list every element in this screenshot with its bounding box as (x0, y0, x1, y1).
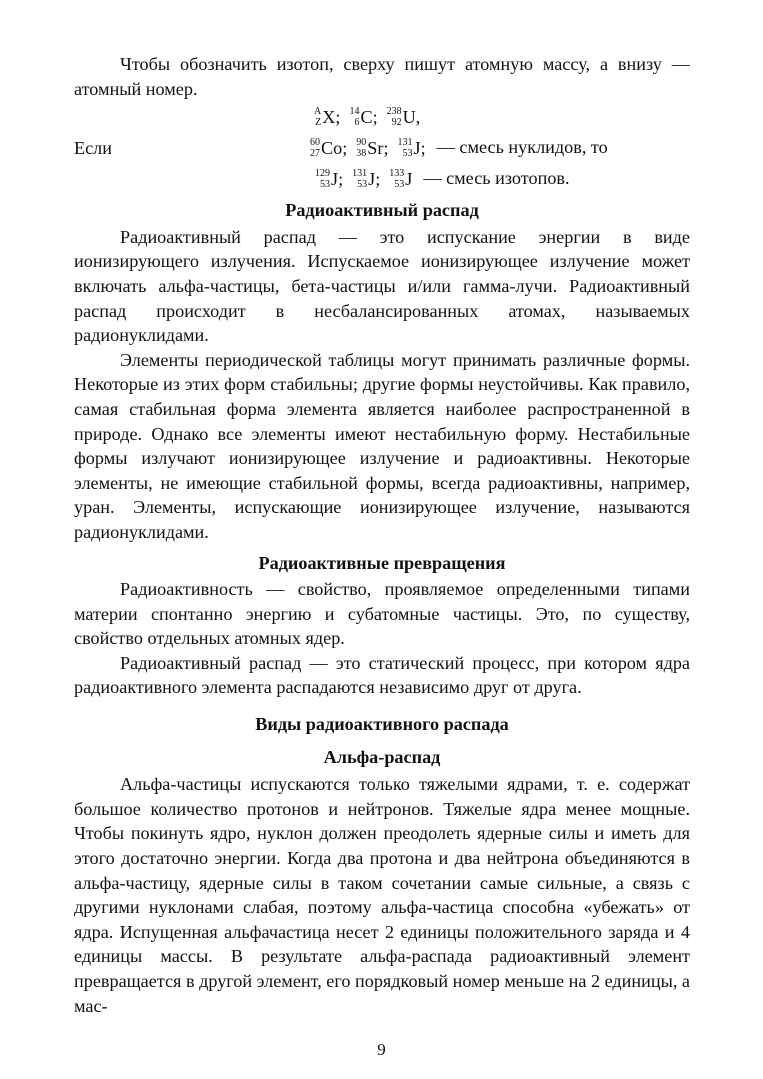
nuclide-notation (352, 168, 380, 190)
nuclide-notation (349, 106, 377, 128)
body-paragraph: Радиоактивность — свойство, проявляемое определенными типами материи спонтанно энергию и субатомные частицы. Это, по существу, свойство отдельных атомных ядер. (74, 579, 690, 649)
body-paragraph: Элементы периодической таблицы могут принимать различные формы. Некоторые из этих форм стабильны; другие формы неустойчивы. Как правило, самая стабильная форма элемента является наиболее распространенной в природе. Однако все элементы имеют нестабильную форму. Нестабильные формы излучают ионизирующее излучение и радиоактивны. Некоторые элементы, не имеющие стабильной формы, всегда радиоактивны, например, уран. Элементы, испускающие ионизирующее излучение, называются радионуклидами. (74, 349, 690, 542)
separator: ; (372, 106, 378, 127)
atomic-number: Z (315, 116, 322, 128)
subsection-heading: Альфа-распад (323, 746, 441, 767)
formula-label: Если (74, 137, 112, 158)
element-symbol: Co (321, 137, 343, 158)
element-symbol: U (402, 106, 416, 127)
nuclide-notation (310, 137, 347, 159)
mass-number: A (314, 105, 322, 117)
nuclide-group (315, 163, 570, 194)
element-symbol: J (413, 137, 421, 158)
page-number: 9 (377, 1040, 386, 1059)
element-symbol: Sr (367, 137, 384, 158)
mass-number: 129 (315, 167, 330, 179)
element-symbol: J (368, 168, 376, 189)
body-paragraph: Альфа-частицы испускаются только тяжелыми ядрами, т. е. содержат большое количество протонов и нейтронов. Тяжелые ядра менее мощные. Чтобы покинуть ядро, нуклон должен преодолеть ядерные силы и иметь для этого достаточно энергии. Когда два протона и два нейтрона объединяются в альфа-частицу, ядерные силы в таком сочетании самые сильные, а связь с другими нуклонами слабая, поэтому альфа-частица способна «убежать» от ядра. Испущенная альфачастица несет 2 единицы положительного заряда и 4 единицы массы. В результате альфа-распада радиоактивный элемент превращается в другой элемент, его порядковый номер меньше на 2 единицы, а мас- (74, 774, 690, 1016)
section-heading: Виды радиоактивного распада (255, 714, 509, 735)
separator: ; (342, 137, 348, 158)
nuclide-group (310, 132, 608, 163)
element-symbol: X (322, 106, 336, 127)
nuclide-notation (314, 106, 340, 128)
formula-line-1 (74, 101, 690, 132)
atomic-number: 38 (356, 147, 367, 159)
nuclide-group (314, 101, 429, 132)
formula-line-2 (74, 132, 690, 163)
nuclide-notation (315, 168, 343, 190)
section-heading: Радиоактивный распад (285, 200, 479, 221)
separator: ; (420, 137, 426, 158)
separator: ; (375, 168, 381, 189)
mass-number: 238 (386, 105, 402, 117)
body-paragraph: Радиоактивный распад — это испускание энергии в виде ионизирующего излучения. Испускаемое ионизирующее излучение может включать альфа-частицы, бета-частицы и/или гамма-лучи. Радиоактивный распад происходит в несбалансированных атомах, называемых радионуклидами. (74, 226, 690, 346)
element-symbol: J (331, 168, 339, 189)
section-heading: Радиоактивные превращения (258, 552, 506, 573)
nuclide-notation (356, 137, 388, 159)
atomic-number: 6 (354, 116, 360, 128)
mass-number: 60 (310, 136, 320, 148)
mass-number: 133 (389, 167, 405, 179)
formula-tail: — смесь изотопов. (423, 168, 570, 189)
separator: ; (335, 106, 341, 127)
atomic-number: 53 (394, 178, 405, 190)
body-paragraph: Радиоактивный распад — это статический процесс, при котором ядра радиоактивного элемента распадаются независимо друг от друга. (74, 652, 690, 698)
nuclide-notation (398, 137, 426, 159)
separator: , (415, 106, 421, 127)
separator: ; (338, 168, 344, 189)
atomic-number: 53 (402, 147, 413, 159)
mass-number: 90 (356, 136, 367, 148)
intro-paragraph: Чтобы обозначить изотоп, сверху пишут атомную массу, а внизу — атомный номер. (74, 54, 690, 99)
mass-number: 131 (352, 167, 368, 179)
mass-number: 14 (349, 105, 360, 117)
formula-tail: — смесь нуклидов, то (436, 137, 608, 158)
formula-line-3 (74, 163, 690, 194)
mass-number: 131 (397, 136, 413, 148)
atomic-number: 53 (320, 178, 330, 190)
separator: ; (383, 137, 389, 158)
nuclide-notation (387, 106, 421, 128)
nuclide-notation (389, 168, 412, 190)
page-body (74, 52, 690, 1018)
atomic-number: 53 (357, 178, 368, 190)
element-symbol: C (360, 106, 373, 127)
atomic-number: 27 (310, 147, 320, 159)
element-symbol: J (405, 168, 413, 189)
atomic-number: 92 (391, 116, 402, 128)
